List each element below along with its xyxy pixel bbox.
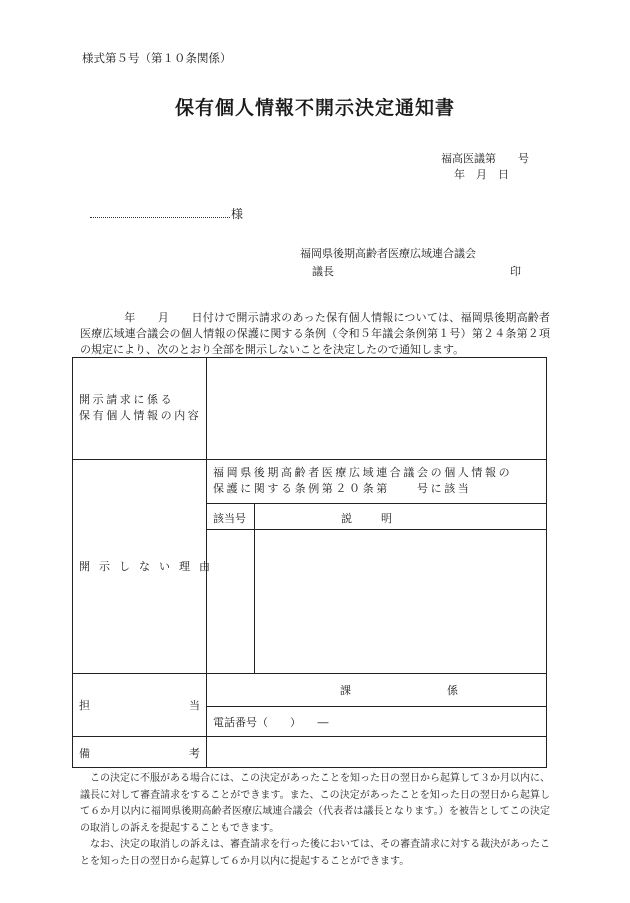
form-number: 様式第５号（第１０条関係）: [82, 51, 232, 65]
refusal-reason-label: 開示しない理由: [79, 560, 219, 573]
document-number: 福高医議第 号: [441, 152, 529, 165]
applicable-number-field[interactable]: [211, 534, 251, 668]
applicable-number-header: 該当号: [213, 512, 246, 525]
ordinance-reference-line1: 福岡県後期高齢者医療広域連合議会の個人情報の: [213, 466, 513, 479]
person-in-charge-label-b: 当: [189, 699, 200, 712]
unit-label: 係: [447, 684, 458, 697]
intro-paragraph: [80, 310, 550, 358]
remarks-field[interactable]: [213, 742, 539, 762]
sender-title: 議長: [312, 265, 334, 278]
request-content-label-line2: 保有個人情報の内容: [79, 409, 202, 422]
note-appeal: この決定に不服がある場合には、この決定があったことを知った日の翌日から起算して３か月以内に、議長に対して審査請求をすることができます。また、この決定があったことを知った日の翌日から起算して６か月以内に福岡県後期高齢者医療広域連合議会（代表者は議長となります。）を被告としてこの決定の取消しの訴えを提起することもできます。: [80, 773, 550, 834]
person-in-charge-label-a: 担: [79, 699, 90, 712]
request-content-label-line1: 開示請求に係る: [79, 393, 175, 406]
phone-number-field: 電話番号（ ） ―: [213, 716, 329, 729]
request-content-field[interactable]: [213, 366, 538, 452]
ordinance-reference-line2: 保護に関する条例第２０条第 号に該当: [213, 482, 472, 495]
notes: [80, 771, 550, 870]
ordinance-reference: [213, 465, 512, 497]
section-label: 課: [340, 684, 351, 697]
explanation-header: 説 明: [341, 512, 401, 525]
sender-organization: 福岡県後期高齢者医療広域連合議会: [300, 247, 476, 260]
remarks-label-b: 考: [189, 747, 200, 760]
remarks-label-a: 備: [79, 747, 90, 760]
issue-date: 年 月 日: [454, 168, 509, 181]
document-title: 保有個人情報不開示決定通知書: [174, 97, 455, 119]
request-content-label: [79, 392, 201, 424]
addressee-line: [90, 205, 243, 222]
seal-mark: 印: [510, 265, 521, 278]
decision-table: [72, 357, 547, 768]
addressee-blank: [90, 207, 230, 218]
intro-text: 開示請求のあった保有個人情報については、福岡県後期高齢者医療広域連合議会の個人情報の保護に関する条例（令和５年議会条例第１号）第２４条第２項の規定により、次のとおり全部を開示しないことを決定したので通知します。: [80, 311, 551, 356]
explanation-field[interactable]: [259, 534, 541, 668]
note-lawsuit: なお、決定の取消しの訴えは、審査請求を行った後においては、その審査請求に対する裁決があったことを知った日の翌日から起算して６か月以内に提起することができます。: [80, 839, 550, 867]
addressee-suffix: 様: [231, 207, 244, 221]
intro-date-prefix: 年 月 日付けで: [124, 311, 237, 324]
